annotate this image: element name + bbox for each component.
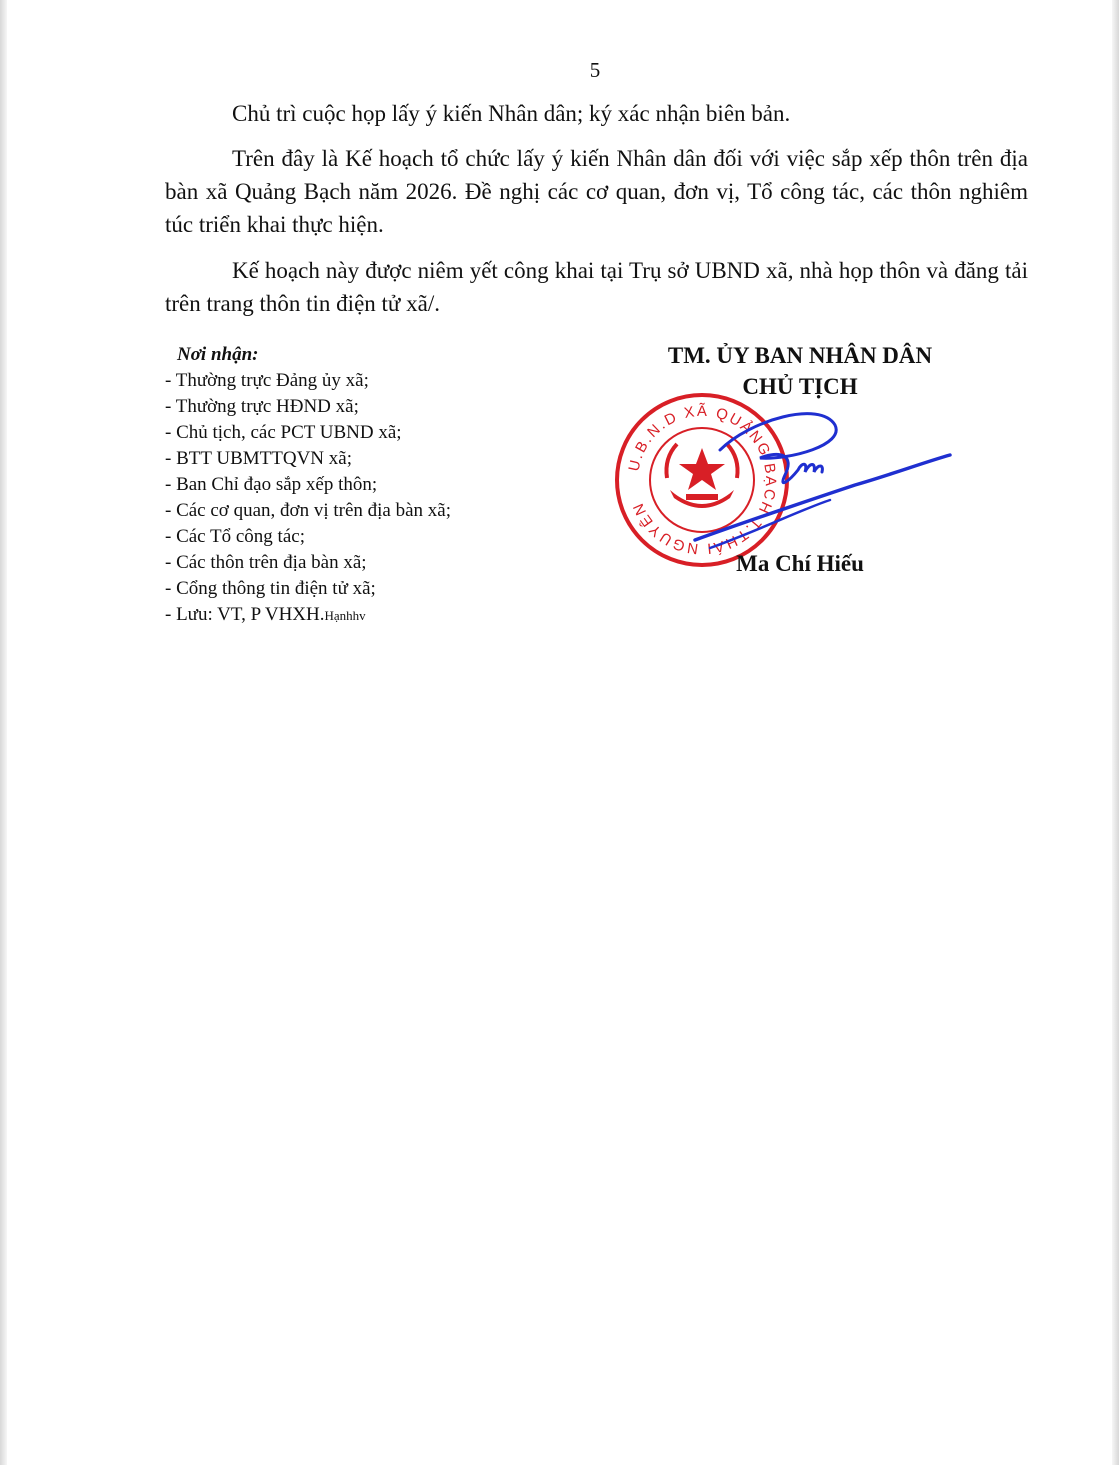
signer-name: Ma Chí Hiếu: [736, 551, 864, 576]
signing-position: CHỦ TỊCH: [742, 374, 858, 399]
recipient-item: - Ban Chỉ đạo sắp xếp thôn;: [165, 474, 378, 495]
page-edge-left: [0, 0, 7, 1465]
recipient-item: - Các thôn trên địa bàn xã;: [165, 552, 367, 573]
archive-label: - Lưu: VT, P VHXH.: [165, 604, 325, 625]
recipients-title: Nơi nhận:: [177, 344, 259, 365]
svg-text:U.B.N.D XÃ QUẢNG BẠCH T.THÁI N: U.B.N.D XÃ QUẢNG BẠCH T.THÁI NGUYÊN: [625, 402, 780, 558]
recipients-list: [165, 342, 565, 629]
handwritten-signature: [690, 400, 960, 555]
page-edge-right: [1112, 0, 1119, 1465]
page-number: 5: [589, 58, 601, 82]
paragraph-1: Chủ trì cuộc họp lấy ý kiến Nhân dân; ký xác nhận biên bản.: [232, 101, 791, 126]
paragraph-3: Kế hoạch này được niêm yết công khai tại Trụ sở UBND xã, nhà họp thôn và đăng tải trên trang thôn tin điện tử xã/.: [165, 258, 1028, 316]
recipient-item: - Thường trực HĐND xã;: [165, 396, 359, 417]
recipient-item: - Cổng thông tin điện tử xã;: [165, 578, 376, 599]
recipient-item: - Thường trực Đảng ủy xã;: [165, 370, 369, 391]
recipient-item: - BTT UBMTTQVN xã;: [165, 448, 352, 469]
signing-organization: TM. ỦY BAN NHÂN DÂN: [667, 343, 933, 368]
recipient-item: - Các Tổ công tác;: [165, 526, 305, 547]
recipient-item: - Các cơ quan, đơn vị trên địa bàn xã;: [165, 500, 452, 521]
recipient-item: - Chủ tịch, các PCT UBND xã;: [165, 422, 402, 443]
recipient-item-archive: [165, 602, 565, 629]
author-tag: Hạnhhv: [324, 608, 366, 623]
paragraph-2: Trên đây là Kế hoạch tổ chức lấy ý kiến Nhân dân đối với việc sắp xếp thôn trên địa bàn xã Quảng Bạch năm 2026. Đề nghị các cơ quan, đơn vị, Tổ công tác, các thôn nghiêm túc triển khai thực hiện.: [165, 146, 1028, 237]
